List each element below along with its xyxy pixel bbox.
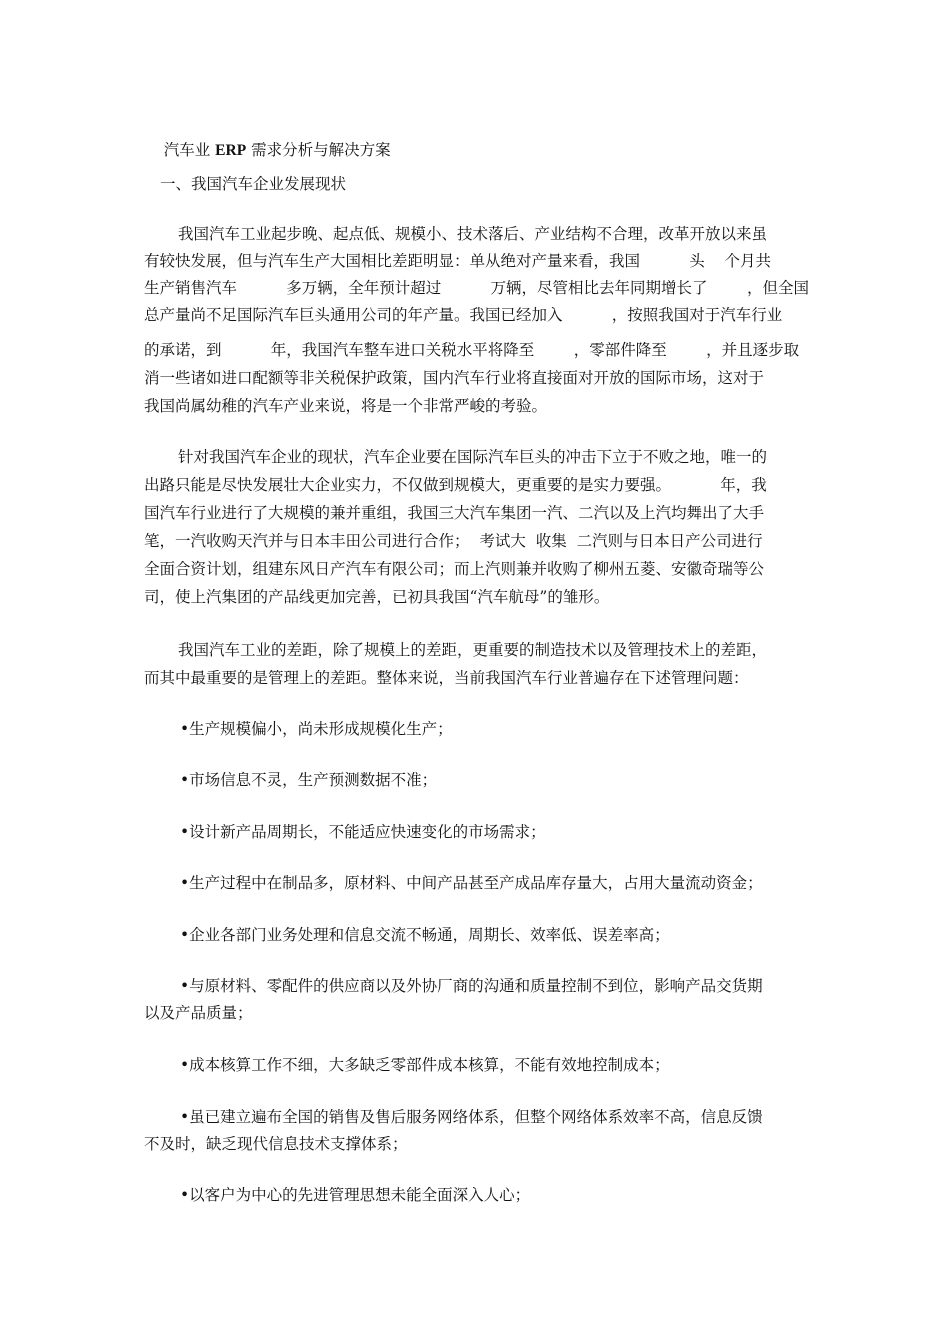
bullet-item: •生产规模偏小，尚未形成规模化生产； <box>180 720 453 738</box>
p3-line: 我国汽车工业的差距，除了规模上的差距，更重要的制造技术以及管理技术上的差距， <box>178 641 768 659</box>
p1-line: 我国汽车工业起步晚、起点低、规模小、技术落后、产业结构不合理，改革开放以来虽 <box>178 225 768 243</box>
bullet-item: •市场信息不灵，生产预测数据不准； <box>180 771 438 789</box>
p1-line: 消一些诸如进口配额等非关税保护政策，国内汽车行业将直接面对开放的国际市场，这对于 <box>144 369 765 387</box>
p1-line: 总产量尚不足国际汽车巨头通用公司的年产量。我国已经加入 ，按照我国对于汽车行业 <box>144 306 783 324</box>
p1-line: 我国尚属幼稚的汽车产业来说，将是一个非常严峻的考验。 <box>144 397 548 415</box>
bullet-item: •成本核算工作不细，大多缺乏零部件成本核算，不能有效地控制成本； <box>180 1056 670 1074</box>
p2-line: 出路只能是尽快发展壮大企业实力，不仅做到规模大，更重要的是实力要强。 年，我 <box>144 476 767 494</box>
bullet-continuation: 不及时，缺乏现代信息技术支撑体系； <box>144 1135 408 1153</box>
p2-line: 全面合资计划，组建东风日产汽车有限公司；而上汽则兼并收购了柳州五菱、安徽奇瑞等公 <box>144 560 765 578</box>
bullet-item: •虽已建立遍布全国的销售及售后服务网络体系，但整个网络体系效率不高，信息反馈 <box>180 1108 763 1126</box>
bullet-continuation: 以及产品质量； <box>144 1004 253 1022</box>
p1-line: 的承诺，到 年，我国汽车整车进口关税水平将降至 ，零部件降至 ，并且逐步取 <box>144 341 800 359</box>
p2-line: 针对我国汽车企业的现状，汽车企业要在国际汽车巨头的冲击下立于不败之地，唯一的 <box>178 448 768 466</box>
p1-line: 有较快发展，但与汽车生产大国相比差距明显：单从绝对产量来看，我国 头 个月共 <box>144 252 771 270</box>
p1-line: 生产销售汽车 多万辆，全年预计超过 万辆，尽管相比去年同期增长了 ，但全国 <box>144 279 809 297</box>
p2-line: 司，使上汽集团的产品线更加完善，已初具我国“汽车航母”的雏形。 <box>144 588 610 606</box>
bullet-item: •生产过程中在制品多，原材料、中间产品甚至产成品库存量大，占用大量流动资金； <box>180 874 763 892</box>
p2-line: 笔，一汽收购天汽并与日本丰田公司进行合作； 考试大 收集 二汽则与日本日产公司进行 <box>144 532 763 550</box>
section-heading: 一、我国汽车企业发展现状 <box>160 175 347 193</box>
document-title: 汽车业 ERP 需求分析与解决方案 <box>163 141 391 159</box>
bullet-item: •以客户为中心的先进管理思想未能全面深入人心； <box>180 1186 531 1204</box>
bullet-item: •设计新产品周期长，不能适应快速变化的市场需求； <box>180 823 546 841</box>
bullet-item: •与原材料、零配件的供应商以及外协厂商的沟通和质量控制不到位，影响产品交货期 <box>180 977 763 995</box>
p3-line: 而其中最重要的是管理上的差距。整体来说，当前我国汽车行业普遍存在下述管理问题： <box>144 669 749 687</box>
p2-line: 国汽车行业进行了大规模的兼并重组，我国三大汽车集团一汽、二汽以及上汽均舞出了大手 <box>144 504 765 522</box>
title-erp: ERP <box>215 142 247 159</box>
bullet-item: •企业各部门业务处理和信息交流不畅通，周期长、效率低、误差率高； <box>180 926 670 944</box>
